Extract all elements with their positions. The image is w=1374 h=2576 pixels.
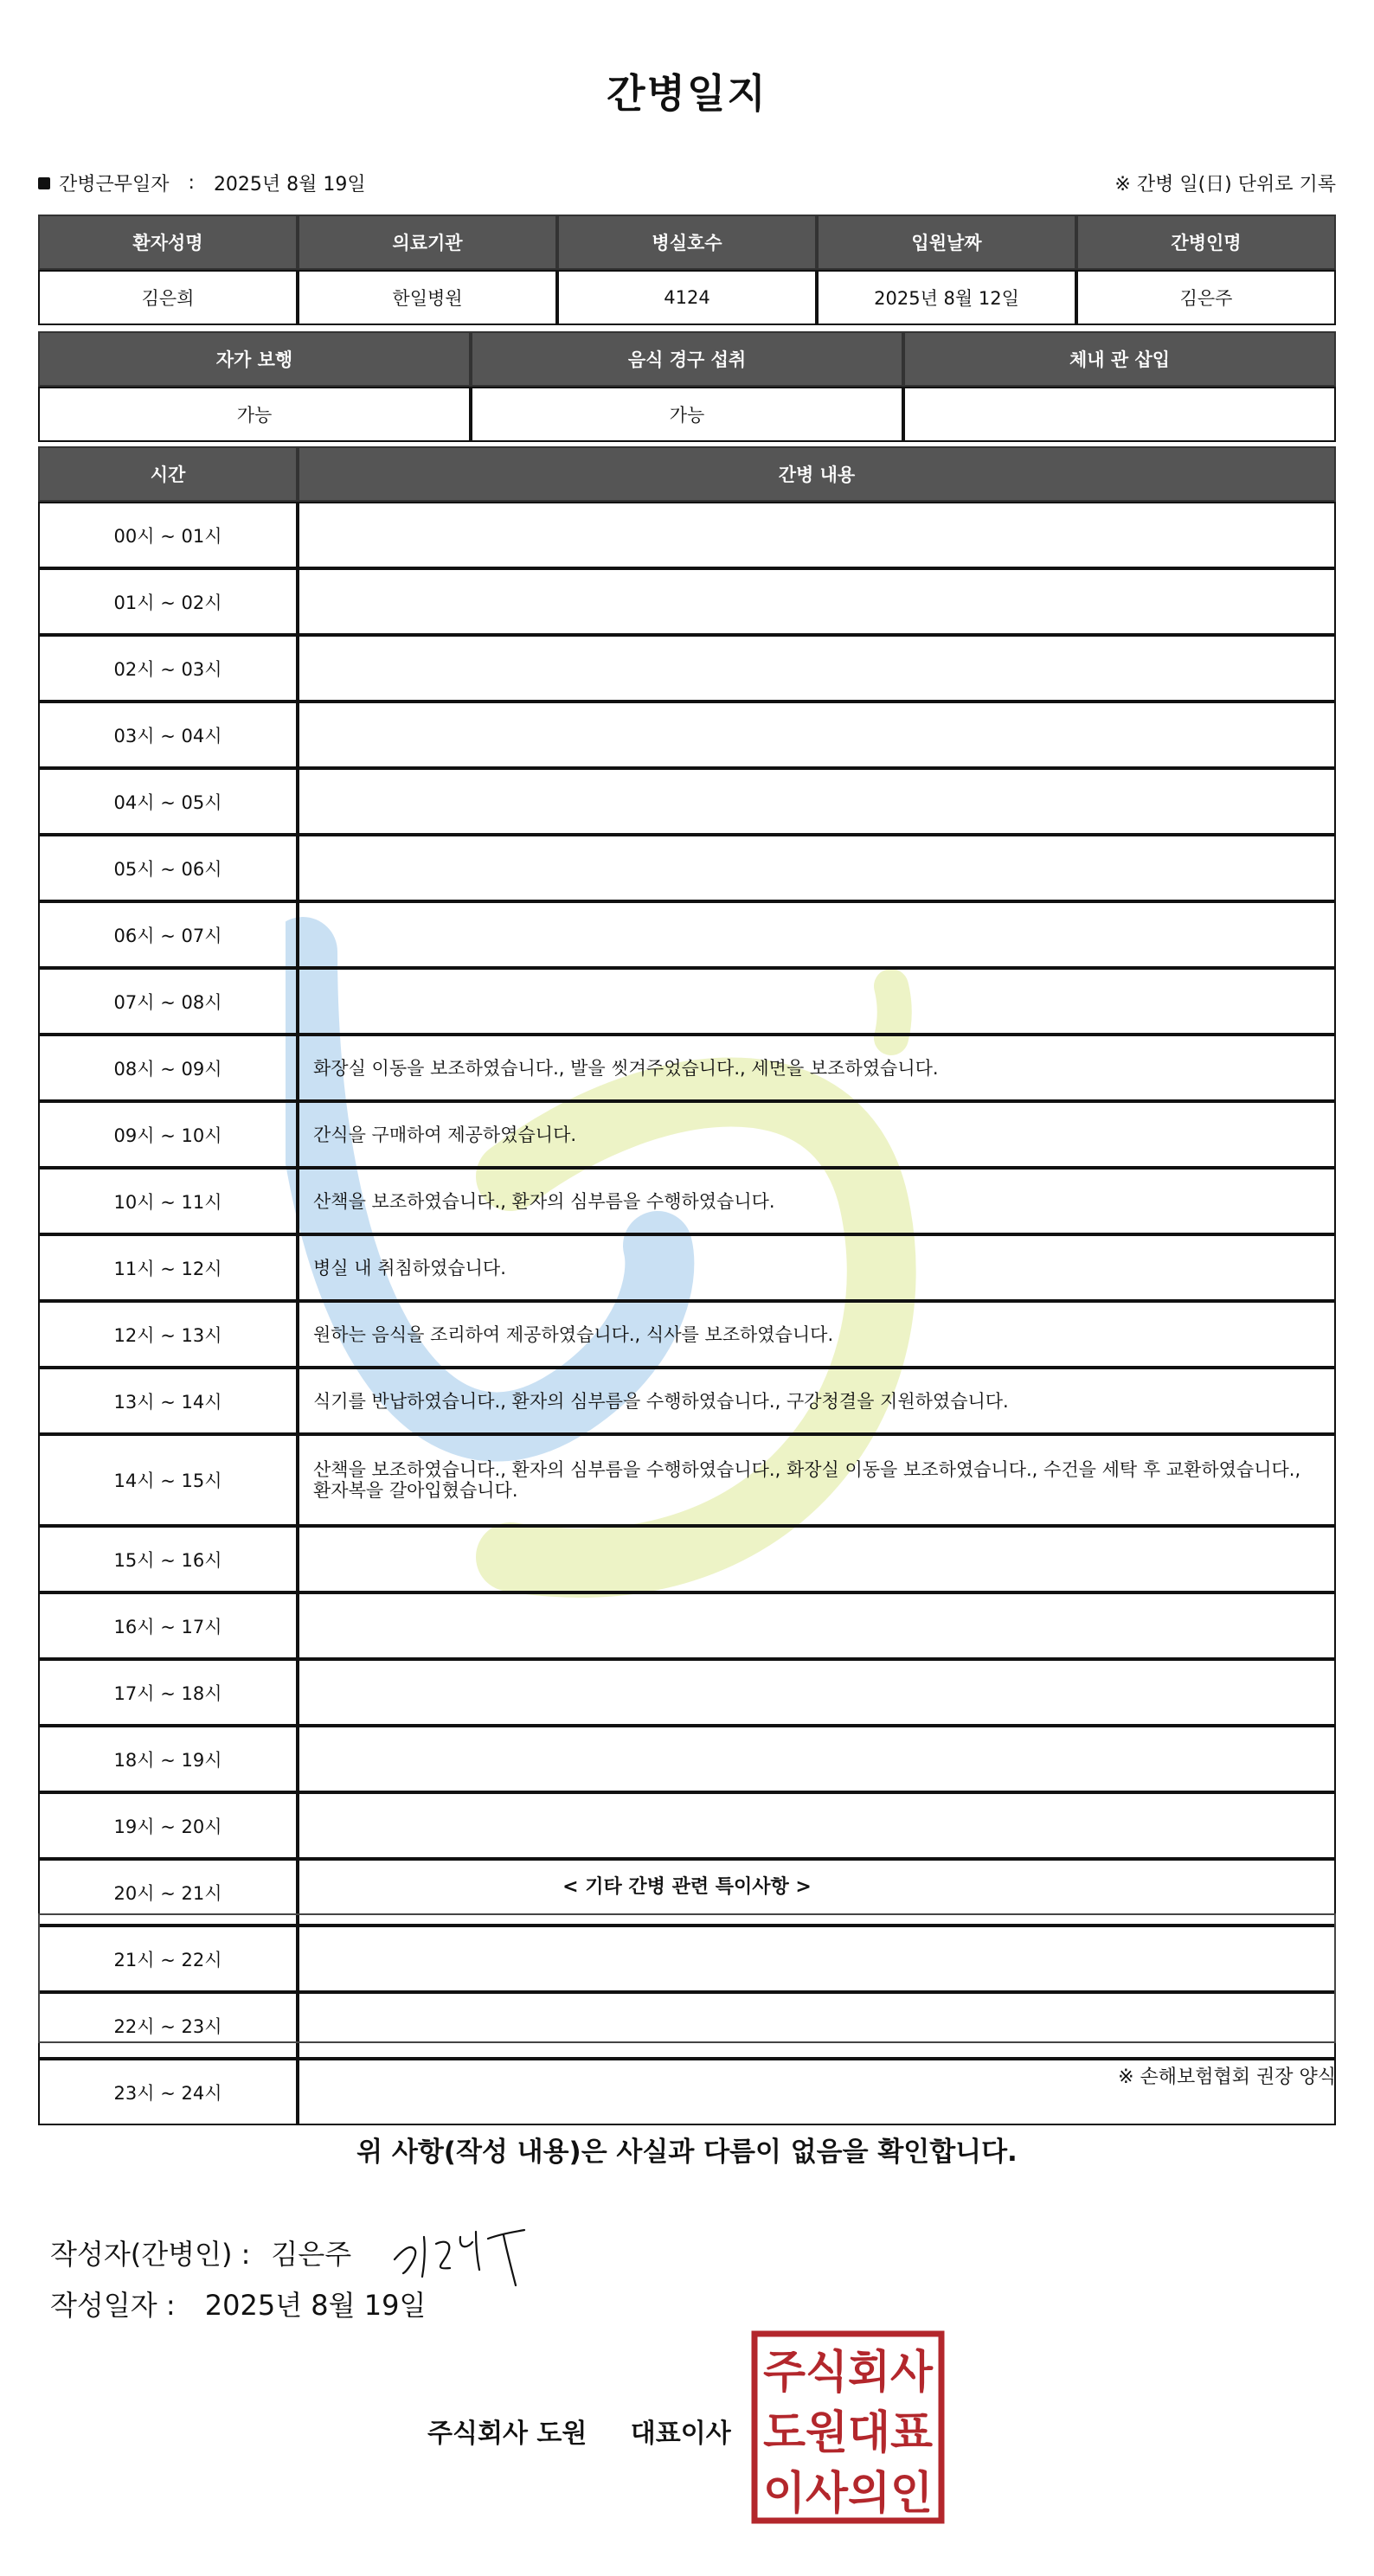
- hospital-value: 한일병원: [298, 270, 557, 325]
- log-time: 02시 ~ 03시: [38, 635, 298, 702]
- caregiver-name-value: 김은주: [1076, 270, 1336, 325]
- work-date-value: 2025년 8월 19일: [213, 174, 366, 195]
- log-row: [38, 502, 1336, 568]
- log-row: [38, 901, 1336, 968]
- work-date-line: [38, 170, 366, 196]
- work-date-label: 간병근무일자: [59, 174, 170, 195]
- room-number-value: 4124: [557, 270, 817, 325]
- log-row: [38, 835, 1336, 901]
- log-content: 화장실 이동을 보조하였습니다., 발을 씻겨주었습니다., 세면을 보조하였습니다.: [298, 1035, 1336, 1101]
- log-content: [298, 635, 1336, 702]
- written-date-value: 2025년 8월 19일: [204, 2289, 427, 2322]
- patient-name-value: 김은희: [38, 270, 298, 325]
- status-header-row: [38, 331, 1336, 387]
- log-row: [38, 1592, 1336, 1659]
- header-oral-intake: 음식 경구 섭취: [471, 331, 903, 387]
- header-care-content: 간병 내용: [298, 446, 1336, 502]
- log-time: 15시 ~ 16시: [38, 1526, 298, 1592]
- log-content: 산책을 보조하였습니다., 환자의 심부름을 수행하였습니다., 화장실 이동을 보조하였습니다., 수건을 세탁 후 교환하였습니다., 환자복을 갈아입혔습니다.: [298, 1434, 1336, 1526]
- log-row: [38, 1792, 1336, 1859]
- log-content: [298, 1526, 1336, 1592]
- log-time: 17시 ~ 18시: [38, 1659, 298, 1726]
- log-row: [38, 1368, 1336, 1434]
- special-notes-box: [38, 1913, 1336, 2043]
- author-line: [50, 2218, 533, 2287]
- self-walking-value: 가능: [38, 387, 471, 442]
- log-row: [38, 635, 1336, 702]
- patient-status-table: [38, 331, 1336, 442]
- log-content: 간식을 구매하여 제공하였습니다.: [298, 1101, 1336, 1168]
- header-self-walking: 자가 보행: [38, 331, 471, 387]
- log-time: 14시 ~ 15시: [38, 1434, 298, 1526]
- log-row: [38, 1035, 1336, 1101]
- log-content: [298, 1792, 1336, 1859]
- log-time: 01시 ~ 02시: [38, 568, 298, 635]
- handwritten-signature: [386, 2218, 533, 2287]
- square-bullet-icon: [38, 177, 50, 189]
- patient-info-table: [38, 215, 1336, 325]
- log-content: [298, 901, 1336, 968]
- log-time: 03시 ~ 04시: [38, 702, 298, 768]
- log-time: 22시 ~ 23시: [38, 1992, 298, 2059]
- log-content: [298, 1659, 1336, 1726]
- log-row: [38, 702, 1336, 768]
- log-time: 12시 ~ 13시: [38, 1301, 298, 1368]
- log-row: [38, 1434, 1336, 1526]
- tube-insertion-value: [903, 387, 1336, 442]
- log-time: 04시 ~ 05시: [38, 768, 298, 835]
- written-date-label: 작성일자 :: [50, 2289, 176, 2322]
- log-content: [298, 1726, 1336, 1792]
- author-name: 김은주: [271, 2238, 352, 2271]
- log-time: 00시 ~ 01시: [38, 502, 298, 568]
- svg-text:주식회사: 주식회사: [763, 2347, 934, 2399]
- log-time: 19시 ~ 20시: [38, 1792, 298, 1859]
- company-seal-stamp: [751, 2330, 945, 2524]
- log-content: [298, 968, 1336, 1035]
- log-row: [38, 1301, 1336, 1368]
- log-time: 16시 ~ 17시: [38, 1592, 298, 1659]
- confirmation-statement: 위 사항(작성 내용)은 사실과 다름이 없음을 확인합니다.: [356, 2137, 1018, 2168]
- work-date-colon: :: [188, 172, 195, 194]
- unit-note: ※ 간병 일(日) 단위로 기록: [1114, 174, 1336, 195]
- status-value-row: [38, 387, 1336, 442]
- log-content: 병실 내 취침하였습니다.: [298, 1234, 1336, 1301]
- log-time: 18시 ~ 19시: [38, 1726, 298, 1792]
- header-admission-date: 입원날짜: [817, 215, 1076, 270]
- header-room-number: 병실호수: [557, 215, 817, 270]
- log-row: [38, 968, 1336, 1035]
- oral-intake-value: 가능: [471, 387, 903, 442]
- log-row: [38, 1168, 1336, 1234]
- log-time: 06시 ~ 07시: [38, 901, 298, 968]
- header-patient-name: 환자성명: [38, 215, 298, 270]
- log-content: [298, 568, 1336, 635]
- header-tube-insertion: 체내 관 삽입: [903, 331, 1336, 387]
- log-row: [38, 1234, 1336, 1301]
- log-time: 10시 ~ 11시: [38, 1168, 298, 1234]
- header-hospital: 의료기관: [298, 215, 557, 270]
- svg-text:도원대표: 도원대표: [763, 2407, 933, 2459]
- author-label: 작성자(간병인) :: [50, 2238, 251, 2271]
- log-content: 식기를 반납하였습니다., 환자의 심부름을 수행하였습니다., 구강청결을 지원하였습니다.: [298, 1368, 1336, 1434]
- document-title: 간병일지: [607, 70, 767, 117]
- log-time: 05시 ~ 06시: [38, 835, 298, 901]
- company-line: [427, 2412, 731, 2450]
- log-content: [298, 1592, 1336, 1659]
- log-content: [298, 768, 1336, 835]
- log-time: 20시 ~ 21시: [38, 1859, 298, 1926]
- written-date-line: [50, 2284, 426, 2323]
- patient-info-value-row: [38, 270, 1336, 325]
- log-time: 08시 ~ 09시: [38, 1035, 298, 1101]
- log-time: 23시 ~ 24시: [38, 2059, 298, 2125]
- log-time: 13시 ~ 14시: [38, 1368, 298, 1434]
- log-content: [298, 702, 1336, 768]
- log-time: 07시 ~ 08시: [38, 968, 298, 1035]
- log-row: [38, 1726, 1336, 1792]
- log-row: [38, 568, 1336, 635]
- log-row: [38, 768, 1336, 835]
- log-content: 원하는 음식을 조리하여 제공하였습니다., 식사를 보조하였습니다.: [298, 1301, 1336, 1368]
- header-caregiver-name: 간병인명: [1076, 215, 1336, 270]
- log-time: 21시 ~ 22시: [38, 1926, 298, 1992]
- patient-info-header-row: [38, 215, 1336, 270]
- log-content: 산책을 보조하였습니다., 환자의 심부름을 수행하였습니다.: [298, 1168, 1336, 1234]
- header-time: 시간: [38, 446, 298, 502]
- log-row: [38, 1101, 1336, 1168]
- log-time: 09시 ~ 10시: [38, 1101, 298, 1168]
- log-content: [298, 502, 1336, 568]
- company-representative: 대표이사: [630, 2419, 731, 2449]
- log-time: 11시 ~ 12시: [38, 1234, 298, 1301]
- log-row: [38, 1526, 1336, 1592]
- log-content: [298, 835, 1336, 901]
- log-row: [38, 1659, 1336, 1726]
- company-name: 주식회사 도원: [427, 2419, 587, 2449]
- recommended-form-note: ※ 손해보험협회 권장 양식: [1118, 2067, 1336, 2088]
- admission-date-value: 2025년 8월 12일: [817, 270, 1076, 325]
- log-header-row: [38, 446, 1336, 502]
- svg-text:이사의인: 이사의인: [763, 2468, 933, 2520]
- special-notes-heading: < 기타 간병 관련 특이사항 >: [562, 1876, 812, 1898]
